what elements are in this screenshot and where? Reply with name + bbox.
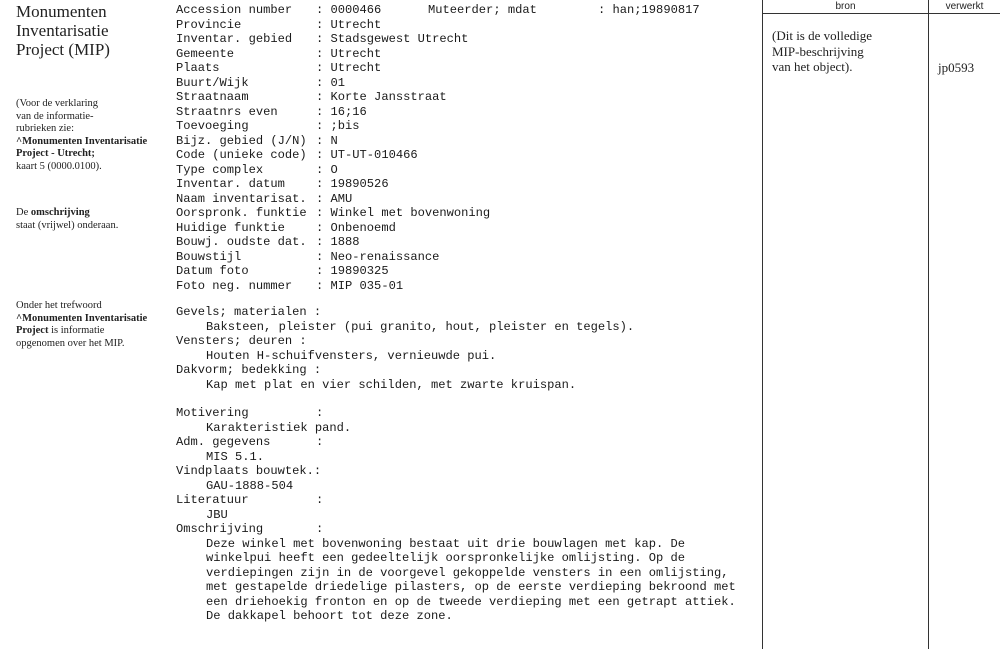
section-text: JBU (206, 507, 228, 522)
field-label: Straatnrs even (176, 104, 278, 119)
field-row (176, 250, 490, 265)
field-value: : 0000466 (316, 3, 382, 17)
field-label: Gemeente (176, 46, 235, 61)
section (176, 305, 736, 334)
section (176, 522, 736, 624)
field-value: : 1888 (316, 235, 360, 249)
section-colon: : (316, 435, 324, 449)
section (176, 493, 736, 522)
section-colon: : (316, 493, 324, 507)
field-row (176, 18, 490, 33)
section-text: een driehoekig fronton en op de tweede verdieping met een getrapt attiek. (206, 594, 736, 609)
field-label: Huidige funktie (176, 220, 285, 235)
field-value: : 19890526 (316, 177, 389, 191)
field-label: Toevoeging (176, 119, 249, 133)
field-row (176, 221, 490, 236)
section (176, 435, 736, 464)
section-label: Omschrijving (176, 522, 264, 536)
section-gap (176, 392, 736, 406)
header-rule (762, 13, 1000, 14)
field-row (176, 61, 490, 76)
field-label: Straatnaam (176, 90, 249, 104)
column-divider-mid (928, 0, 929, 649)
field-value: : Neo-renaissance (316, 249, 440, 264)
section-text: winkelpui heeft een gedeeltelijk oorspronkelijke omlijsting. Op de (206, 551, 685, 565)
section-label: Literatuur (176, 493, 249, 507)
field-label: Oorspronk. funktie (176, 206, 307, 220)
field-label: Code (unieke code) (176, 148, 307, 162)
field-row (176, 264, 490, 279)
field-value: : AMU (316, 191, 353, 206)
field-label: Type complex (176, 162, 264, 177)
field-label: Provincie (176, 17, 242, 32)
field-label: Bouwj. oudste dat. (176, 235, 307, 249)
section (176, 334, 736, 363)
verwerkt-code: jp0593 (938, 60, 975, 75)
field-value: : Korte Jansstraat (316, 90, 447, 104)
field-label: Naam inventarisat. (176, 191, 307, 206)
field-value: : Stadsgewest Utrecht (316, 32, 469, 46)
section-text: Baksteen, pleister (pui granito, hout, pleister en tegels). (206, 319, 635, 334)
field-row (176, 47, 490, 62)
section-label: Adm. gegevens (176, 435, 271, 449)
field-row (176, 279, 490, 294)
field-label: Foto neg. nummer (176, 278, 293, 293)
document-title: Monumenten Inventarisatie Project (MIP) (16, 2, 110, 59)
section-text: Houten H-schuifvensters, vernieuwde pui. (206, 348, 497, 363)
field-label: Plaats (176, 61, 220, 75)
field-value: : 19890325 (316, 264, 389, 278)
field-row (176, 235, 490, 250)
field-label: Inventar. gebied (176, 32, 293, 46)
explanation-note: (Voor de verklaring van de informatie- rubrieken zie: ^Monumenten Inventarisatie Project - Utrecht; kaart 5 (0000.0100). (16, 98, 148, 172)
field-label: Accession number (176, 3, 293, 17)
column-divider-left (762, 0, 763, 649)
field-row (176, 119, 490, 134)
field-label: Inventar. datum (176, 177, 285, 191)
section-label: Vindplaats bouwtek.: (176, 464, 322, 478)
field-row (176, 105, 490, 120)
field-value: : N (316, 133, 338, 148)
field-row (176, 90, 490, 105)
field-label: Buurt/Wijk (176, 75, 249, 90)
section-colon: : (316, 522, 324, 536)
section (176, 406, 736, 435)
bron-header: bron (835, 1, 856, 12)
section (176, 363, 736, 392)
bron-note: (Dit is de volledige MIP-beschrijving van het object). (772, 28, 873, 74)
section (176, 464, 736, 493)
section-text: Karakteristiek pand. (206, 420, 352, 435)
section-text: Deze winkel met bovenwoning bestaat uit drie bouwlagen met kap. De (206, 536, 685, 551)
section-label: Vensters; deuren : (176, 334, 307, 348)
field-row (176, 76, 490, 91)
field-value: : 16;16 (316, 104, 367, 119)
section-colon: : (316, 406, 324, 420)
field-value: : 01 (316, 75, 346, 90)
field-value: : Utrecht (316, 46, 382, 61)
field-row (176, 148, 490, 163)
field-value: : Utrecht (316, 61, 382, 75)
field-row (176, 32, 490, 47)
field-value: : Winkel met bovenwoning (316, 206, 491, 220)
section-text: De dakkapel behoort tot deze zone. (206, 609, 453, 623)
section-text: MIS 5.1. (206, 449, 265, 464)
section-text: GAU-1888-504 (206, 478, 294, 493)
keyword-note: Onder het trefwoord ^Monumenten Inventarisatie Project is informatie opgenomen over het MIP. (16, 300, 148, 349)
field-row (176, 206, 490, 221)
description-note: De omschrijving staat (vrijwel) onderaan. (16, 207, 119, 231)
field-value: : Onbenoemd (316, 220, 396, 235)
section-text: met gestapelde driedelige pilasters, op de eerste verdieping bekroond met (206, 580, 736, 594)
record-fields (176, 3, 490, 293)
section-text: Kap met plat en vier schilden, met zwarte kruispan. (206, 377, 577, 392)
field-label: Datum foto (176, 264, 249, 278)
verwerkt-header: verwerkt (945, 1, 984, 12)
field-row (176, 134, 490, 149)
field-value: : MIP 035-01 (316, 278, 404, 293)
field-label: Bouwstijl (176, 249, 242, 264)
mutation-field: Muteerder; mdat : han;19890817 (428, 3, 700, 17)
field-row (176, 163, 490, 178)
section-label: Motivering (176, 406, 249, 420)
field-row (176, 192, 490, 207)
section-label: Gevels; materialen : (176, 305, 322, 319)
field-value: : ;bis (316, 119, 360, 133)
field-value: : Utrecht (316, 17, 382, 32)
field-row (176, 177, 490, 192)
section-text: verdiepingen zijn in de voorgevel gekoppelde vensters in een omlijsting, (206, 565, 729, 580)
field-value: : UT-UT-010466 (316, 148, 418, 162)
record-sections (176, 305, 736, 624)
field-label: Bijz. gebied (J/N) (176, 133, 307, 148)
field-value: : O (316, 162, 338, 177)
section-label: Dakvorm; bedekking : (176, 363, 322, 377)
